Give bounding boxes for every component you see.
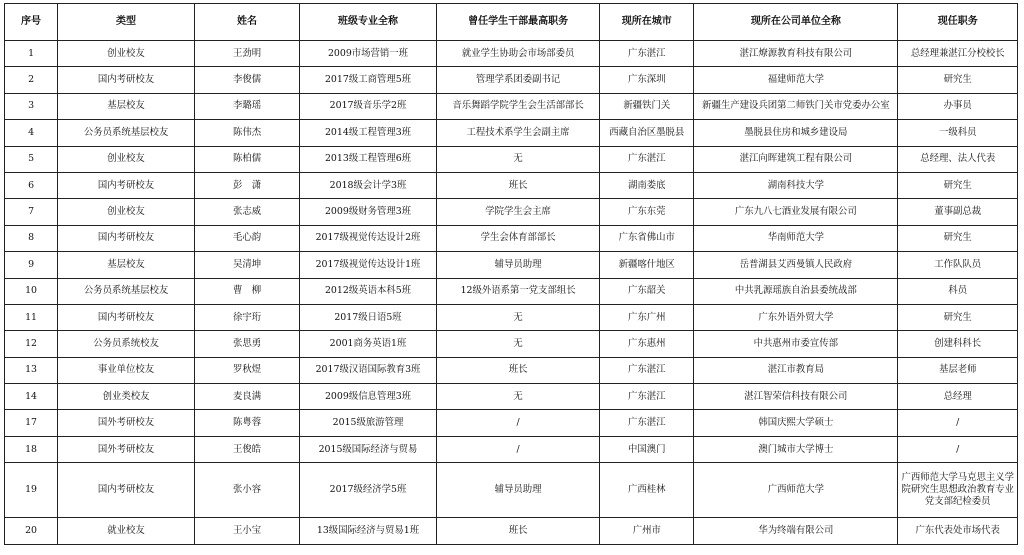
cell-name: 张小容	[194, 463, 299, 518]
cell-highest-post: 学院学生会主席	[436, 199, 599, 225]
cell-index: 6	[5, 172, 58, 198]
table-row	[5, 518, 1018, 544]
cell-organization: 广东九八七酒业发展有限公司	[694, 199, 898, 225]
table-row	[5, 93, 1018, 119]
cell-type: 国外考研校友	[58, 410, 195, 436]
header-name: 姓名	[194, 4, 299, 41]
cell-type: 公务员系统基层校友	[58, 120, 195, 146]
cell-name: 毛心韵	[194, 225, 299, 251]
cell-highest-post: /	[436, 436, 599, 462]
cell-current-title: 总经理兼湛江分校校长	[898, 41, 1018, 67]
cell-city: 广东韶关	[600, 278, 694, 304]
cell-class: 2017级视觉传达设计2班	[300, 225, 437, 251]
cell-organization: 新疆生产建设兵团第二师铁门关市党委办公室	[694, 93, 898, 119]
cell-type: 创业类校友	[58, 384, 195, 410]
cell-index: 1	[5, 41, 58, 67]
cell-index: 11	[5, 304, 58, 330]
cell-name: 曹 柳	[194, 278, 299, 304]
cell-current-title: 科员	[898, 278, 1018, 304]
cell-city: 西藏自治区墨脱县	[600, 120, 694, 146]
cell-highest-post: 无	[436, 146, 599, 172]
cell-organization: 广西师范大学	[694, 463, 898, 518]
cell-current-title: 基层老师	[898, 357, 1018, 383]
cell-class: 2013级工程管理6班	[300, 146, 437, 172]
cell-city: 中国澳门	[600, 436, 694, 462]
cell-type: 创业校友	[58, 41, 195, 67]
cell-city: 新疆铁门关	[600, 93, 694, 119]
cell-organization: 墨脱县住房和城乡建设局	[694, 120, 898, 146]
cell-current-title: 创建科科长	[898, 331, 1018, 357]
cell-city: 广东湛江	[600, 384, 694, 410]
cell-organization: 湖南科技大学	[694, 172, 898, 198]
cell-current-title: 研究生	[898, 304, 1018, 330]
cell-index: 10	[5, 278, 58, 304]
table-row	[5, 225, 1018, 251]
cell-class: 2017级日语5班	[300, 304, 437, 330]
cell-organization: 湛江智荣信科技有限公司	[694, 384, 898, 410]
cell-index: 7	[5, 199, 58, 225]
cell-class: 2015级旅游管理	[300, 410, 437, 436]
cell-index: 4	[5, 120, 58, 146]
cell-highest-post: 工程技术系学生会副主席	[436, 120, 599, 146]
cell-city: 广东湛江	[600, 410, 694, 436]
header-type: 类型	[58, 4, 195, 41]
cell-type: 创业校友	[58, 199, 195, 225]
cell-city: 广东湛江	[600, 146, 694, 172]
table-row	[5, 384, 1018, 410]
cell-city: 广东湛江	[600, 357, 694, 383]
alumni-table	[4, 3, 1018, 545]
cell-type: 国内考研校友	[58, 463, 195, 518]
cell-index: 9	[5, 252, 58, 278]
cell-organization: 湛江市教育局	[694, 357, 898, 383]
header-highest-post: 曾任学生干部最高职务	[436, 4, 599, 41]
cell-city: 广东省佛山市	[600, 225, 694, 251]
cell-highest-post: 12级外语系第一党支部组长	[436, 278, 599, 304]
header-current-title: 现任职务	[898, 4, 1018, 41]
cell-city: 广东广州	[600, 304, 694, 330]
cell-current-title: 一级科员	[898, 120, 1018, 146]
cell-type: 就业校友	[58, 518, 195, 544]
cell-highest-post: 管理学系团委副书记	[436, 67, 599, 93]
cell-current-title: /	[898, 436, 1018, 462]
cell-class: 2014级工程管理3班	[300, 120, 437, 146]
cell-index: 14	[5, 384, 58, 410]
cell-city: 新疆喀什地区	[600, 252, 694, 278]
cell-name: 李俊儒	[194, 67, 299, 93]
table-row	[5, 199, 1018, 225]
cell-city: 广西桂林	[600, 463, 694, 518]
cell-class: 13级国际经济与贸易1班	[300, 518, 437, 544]
cell-index: 5	[5, 146, 58, 172]
cell-organization: 湛江燎源教育科技有限公司	[694, 41, 898, 67]
cell-highest-post: 辅导员助理	[436, 252, 599, 278]
cell-highest-post: 音乐舞蹈学院学生会生活部部长	[436, 93, 599, 119]
cell-highest-post: /	[436, 410, 599, 436]
table-row	[5, 172, 1018, 198]
cell-city: 广州市	[600, 518, 694, 544]
cell-name: 王俊皓	[194, 436, 299, 462]
cell-organization: 澳门城市大学博士	[694, 436, 898, 462]
cell-index: 8	[5, 225, 58, 251]
cell-highest-post: 就业学生协助会市场部委员	[436, 41, 599, 67]
table-row	[5, 120, 1018, 146]
cell-organization: 湛江向晖建筑工程有限公司	[694, 146, 898, 172]
cell-index: 18	[5, 436, 58, 462]
table-row	[5, 410, 1018, 436]
table-row	[5, 67, 1018, 93]
cell-current-title: 研究生	[898, 67, 1018, 93]
cell-organization: 中共乳源瑶族自治县委统战部	[694, 278, 898, 304]
cell-class: 2018级会计学3班	[300, 172, 437, 198]
cell-type: 国内考研校友	[58, 225, 195, 251]
cell-highest-post: 学生会体育部部长	[436, 225, 599, 251]
table-row	[5, 146, 1018, 172]
cell-class: 2015级国际经济与贸易	[300, 436, 437, 462]
cell-class: 2017级视觉传达设计1班	[300, 252, 437, 278]
header-organization: 现所在公司单位全称	[694, 4, 898, 41]
cell-current-title: 总经理	[898, 384, 1018, 410]
table-row	[5, 463, 1018, 518]
cell-name: 陈伟杰	[194, 120, 299, 146]
cell-organization: 广东外语外贸大学	[694, 304, 898, 330]
cell-current-title: /	[898, 410, 1018, 436]
cell-organization: 中共惠州市委宣传部	[694, 331, 898, 357]
cell-current-title: 广西师范大学马克思主义学院研究生思想政治教育专业党支部纪检委员	[898, 463, 1018, 518]
cell-highest-post: 无	[436, 304, 599, 330]
table-row	[5, 436, 1018, 462]
cell-highest-post: 班长	[436, 518, 599, 544]
cell-type: 国内考研校友	[58, 172, 195, 198]
header-city: 现所在城市	[600, 4, 694, 41]
cell-current-title: 广东代表处市场代表	[898, 518, 1018, 544]
cell-highest-post: 班长	[436, 172, 599, 198]
cell-organization: 韩国庆熙大学硕士	[694, 410, 898, 436]
cell-highest-post: 辅导员助理	[436, 463, 599, 518]
cell-name: 彭 潇	[194, 172, 299, 198]
cell-index: 12	[5, 331, 58, 357]
cell-type: 事业单位校友	[58, 357, 195, 383]
cell-class: 2017级经济学5班	[300, 463, 437, 518]
table-header-row	[5, 4, 1018, 41]
cell-name: 吴清坤	[194, 252, 299, 278]
cell-class: 2009级财务管理3班	[300, 199, 437, 225]
cell-index: 19	[5, 463, 58, 518]
table-row	[5, 331, 1018, 357]
cell-type: 创业校友	[58, 146, 195, 172]
cell-class: 2017级工商管理5班	[300, 67, 437, 93]
cell-organization: 福建师范大学	[694, 67, 898, 93]
table-row	[5, 357, 1018, 383]
cell-city: 广东惠州	[600, 331, 694, 357]
cell-current-title: 工作队队员	[898, 252, 1018, 278]
table-row	[5, 252, 1018, 278]
cell-index: 17	[5, 410, 58, 436]
cell-organization: 岳普湖县艾西曼镇人民政府	[694, 252, 898, 278]
cell-name: 徐宇珩	[194, 304, 299, 330]
header-index: 序号	[5, 4, 58, 41]
cell-type: 国内考研校友	[58, 304, 195, 330]
cell-name: 麦良满	[194, 384, 299, 410]
cell-class: 2012级英语本科5班	[300, 278, 437, 304]
cell-highest-post: 无	[436, 384, 599, 410]
cell-highest-post: 无	[436, 331, 599, 357]
cell-name: 王小宝	[194, 518, 299, 544]
cell-class: 2017级汉语国际教育3班	[300, 357, 437, 383]
cell-city: 湖南娄底	[600, 172, 694, 198]
cell-class: 2001商务英语1班	[300, 331, 437, 357]
cell-organization: 华南师范大学	[694, 225, 898, 251]
cell-type: 公务员系统校友	[58, 331, 195, 357]
cell-name: 李璐瑶	[194, 93, 299, 119]
cell-type: 基层校友	[58, 93, 195, 119]
cell-type: 国内考研校友	[58, 67, 195, 93]
table-row	[5, 278, 1018, 304]
header-class: 班级专业全称	[300, 4, 437, 41]
cell-current-title: 董事副总裁	[898, 199, 1018, 225]
cell-name: 张志威	[194, 199, 299, 225]
cell-city: 广东东莞	[600, 199, 694, 225]
cell-current-title: 总经理、法人代表	[898, 146, 1018, 172]
cell-class: 2017级音乐学2班	[300, 93, 437, 119]
cell-highest-post: 班长	[436, 357, 599, 383]
cell-index: 13	[5, 357, 58, 383]
cell-name: 陈柏儒	[194, 146, 299, 172]
cell-name: 张思勇	[194, 331, 299, 357]
cell-current-title: 办事员	[898, 93, 1018, 119]
cell-city: 广东深圳	[600, 67, 694, 93]
cell-index: 3	[5, 93, 58, 119]
table-row	[5, 304, 1018, 330]
cell-index: 20	[5, 518, 58, 544]
cell-type: 国外考研校友	[58, 436, 195, 462]
cell-class: 2009市场营销一班	[300, 41, 437, 67]
cell-name: 罗秋煜	[194, 357, 299, 383]
cell-type: 基层校友	[58, 252, 195, 278]
cell-name: 王劲明	[194, 41, 299, 67]
cell-current-title: 研究生	[898, 172, 1018, 198]
cell-index: 2	[5, 67, 58, 93]
cell-name: 陈粤蓉	[194, 410, 299, 436]
table-row	[5, 41, 1018, 67]
cell-organization: 华为终端有限公司	[694, 518, 898, 544]
cell-city: 广东湛江	[600, 41, 694, 67]
cell-type: 公务员系统基层校友	[58, 278, 195, 304]
cell-class: 2009级信息管理3班	[300, 384, 437, 410]
cell-current-title: 研究生	[898, 225, 1018, 251]
